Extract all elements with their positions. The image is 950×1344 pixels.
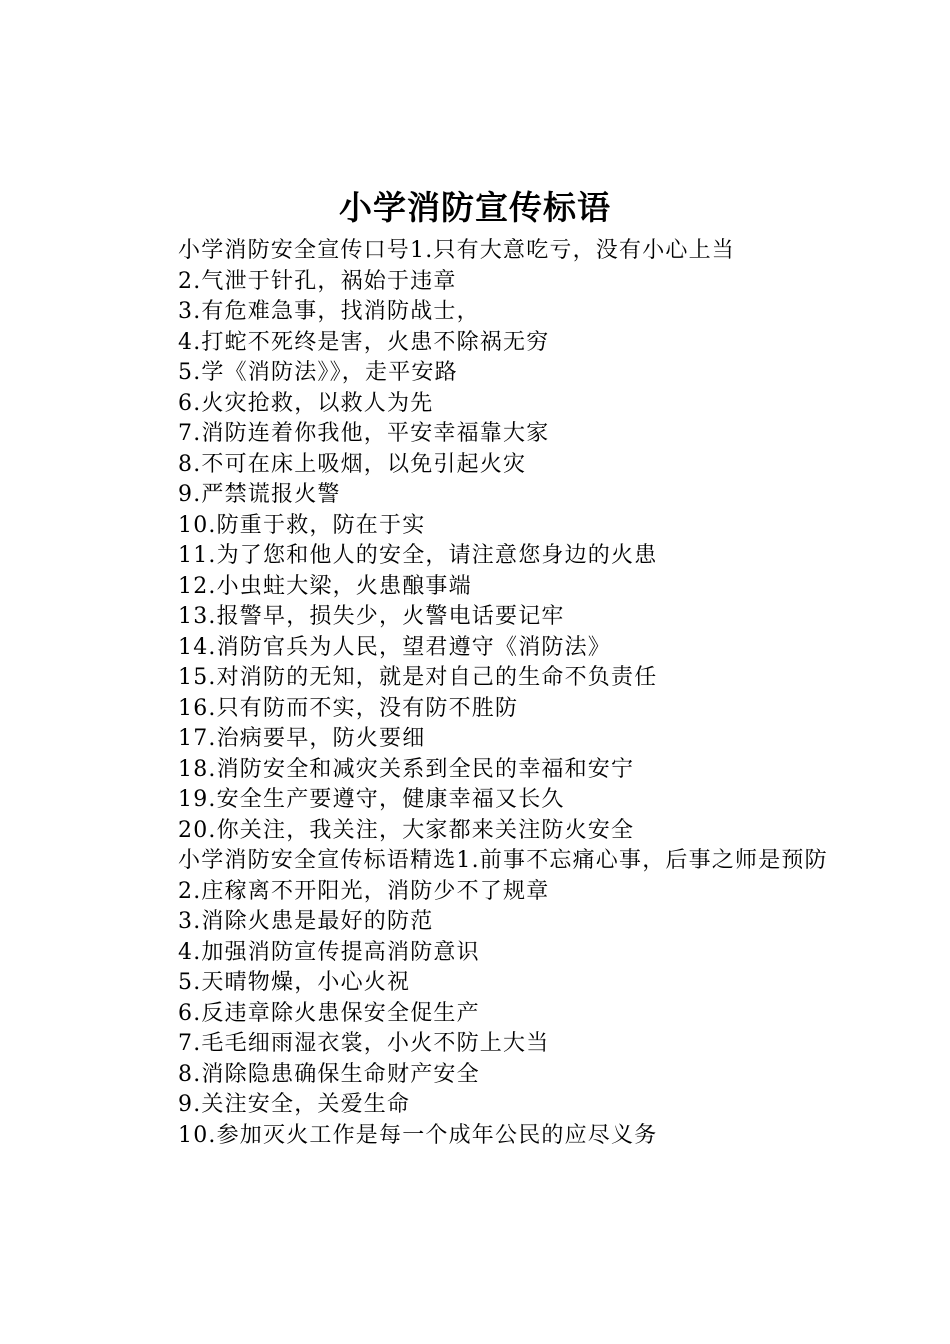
slogan-item: 2.庄稼离不开阳光，消防少不了规章 — [178, 878, 550, 904]
slogan-item: 2.气泄于针孔，祸始于违章 — [178, 268, 457, 294]
slogan-item: 20.你关注，我关注，大家都来关注防火安全 — [178, 817, 635, 843]
slogan-item: 10.防重于救，防在于实 — [178, 512, 426, 538]
slogan-item: 14.消防官兵为人民，望君遵守《消防法》 — [178, 634, 611, 660]
slogan-item: 4.加强消防宣传提高消防意识 — [178, 939, 480, 965]
slogan-item: 6.火灾抢救，以救人为先 — [178, 390, 434, 416]
slogan-item: 8.消除隐患确保生命财产安全 — [178, 1061, 480, 1087]
slogan-item: 12.小虫蛀大梁，火患酿事端 — [178, 573, 472, 599]
slogan-item: 18.消防安全和减灾关系到全民的幸福和安宁 — [178, 756, 635, 782]
slogan-item: 19.安全生产要遵守，健康幸福又长久 — [178, 787, 565, 812]
slogan-item: 3.消除火患是最好的防范 — [178, 909, 434, 934]
slogan-item: 7.毛毛细雨湿衣裳，小火不防上大当 — [178, 1031, 550, 1056]
slogan-item: 5.天晴物燥，小心火祝 — [178, 970, 411, 995]
slogan-item: 9.严禁谎报火警 — [178, 482, 341, 507]
slogan-item: 15.对消防的无知，就是对自己的生命不负责任 — [178, 665, 658, 690]
slogan-item: 16.只有防而不实，没有防不胜防 — [178, 695, 519, 721]
document-body — [130, 236, 835, 1151]
slogan-item: 8.不可在床上吸烟，以免引起火灾 — [178, 451, 527, 477]
section1-intro: 小学消防安全宣传口号1.只有大意吃亏，没有小心上当 — [178, 238, 735, 263]
section2-intro: 小学消防安全宣传标语精选1.前事不忘痛心事，后事之师是预防 — [178, 848, 828, 873]
slogan-item: 13.报警早，损失少，火警电话要记牢 — [178, 604, 565, 629]
slogan-item: 4.打蛇不死终是害，火患不除祸无穷 — [178, 329, 550, 355]
slogan-item: 5.学《消防法》》，走平安路 — [178, 360, 458, 385]
slogan-item: 3.有危难急事，找消防战士， — [178, 299, 480, 324]
slogan-item: 11.为了您和他人的安全，请注意您身边的火患 — [178, 543, 658, 568]
slogan-item: 10.参加灭火工作是每一个成年公民的应尽义务 — [178, 1122, 658, 1148]
slogan-item: 17.治病要早，防火要细 — [178, 726, 426, 751]
slogan-item: 9.关注安全，关爱生命 — [178, 1092, 411, 1117]
document-title: 小学消防宣传标语 — [339, 188, 611, 227]
slogan-item: 7.消防连着你我他，平安幸福靠大家 — [178, 421, 550, 446]
slogan-item: 6.反违章除火患保安全促生产 — [178, 1000, 480, 1026]
